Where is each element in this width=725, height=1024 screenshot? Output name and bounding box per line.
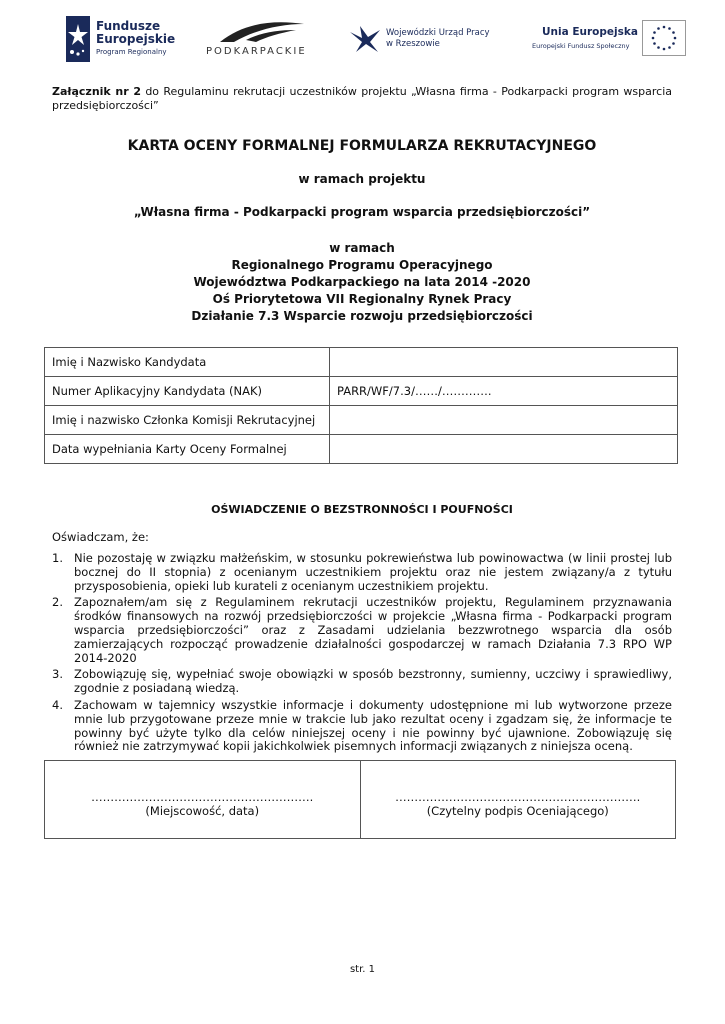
place-date-dots: ………………………………………………….: [91, 790, 314, 804]
list-item: [52, 552, 672, 593]
wup-line2: w Rzeszowie: [386, 39, 440, 49]
annex-number: Załącznik nr 2: [52, 85, 141, 98]
candidate-table: [44, 347, 678, 464]
item-number: 1.: [52, 551, 63, 565]
table-row: [45, 348, 678, 377]
podkarpackie-swoosh-icon: [200, 18, 320, 46]
program-line3: Województwa Podkarpackiego na lata 2014 -2020: [193, 275, 531, 289]
program-line5: Działanie 7.3 Wsparcie rozwoju przedsiębiorczości: [191, 309, 533, 323]
wup-line1: Wojewódzki Urząd Pracy: [386, 28, 490, 38]
ue-line2: Europejski Fundusz Społeczny: [532, 42, 630, 50]
list-item: [52, 699, 672, 754]
fundusze-europejskie-logo: [66, 16, 186, 62]
list-item: [52, 668, 672, 696]
ue-line1: Unia Europejska: [542, 26, 638, 38]
annex-note: [52, 85, 672, 113]
annex-text: do Regulaminu rekrutacji uczestników projektu „Własna firma - Podkarpacki program wsparcia przedsiębiorczości”: [52, 85, 672, 112]
item-number: 2.: [52, 595, 63, 610]
row-label: Imię i nazwisko Członka Komisji Rekrutacyjnej: [45, 406, 330, 435]
place-date-cell[interactable]: [45, 761, 361, 839]
program-line2: Regionalnego Programu Operacyjnego: [231, 258, 493, 272]
table-row: [45, 761, 676, 839]
signature-dots: ……………………………………………………….: [395, 790, 641, 804]
table-row: [45, 406, 678, 435]
item-text: Zachowam w tajemnicy wszystkie informacje i dokumenty udostępnione mi lub wytworzone przeze mnie lub przygotowane przeze mnie w trakcie lub jako rezultat oceny i zgadzam się, że informacje te powinny być użyte tylko dla celów niniejszej oceny i nie powinny być ujawnione. Zobowiązuję się również nie zatrzymywać kopii jakichkolwiek pisemnych informacji związanych z niniejsza oceną.: [74, 697, 672, 754]
project-name: „Własna firma - Podkarpacki program wsparcia przedsiębiorczości”: [133, 205, 591, 219]
within-project: w ramach projektu: [298, 172, 426, 186]
fe-line1: Fundusze: [96, 19, 161, 33]
podkarpackie-logo: [200, 18, 320, 62]
signature-cell[interactable]: [360, 761, 676, 839]
eu-flag-icon: [642, 20, 686, 56]
committee-member-field[interactable]: [330, 406, 678, 435]
item-text: Nie pozostaję w związku małżeńskim, w stosunku pokrewieństwa lub powinowactwa (w linii prostej lub bocznej do II stopnia) z ocenianym uczestnikiem projektu oraz nie jestem związany/a z tytułu przysposobienia, opieki lub kurateli z ocenianym uczestnikiem projektu.: [74, 551, 672, 593]
fe-line3: Program Regionalny: [96, 48, 167, 56]
declaration-intro: Oświadczam, że:: [52, 530, 149, 544]
fe-star-icon: [66, 16, 90, 62]
program-line4: Oś Priorytetowa VII Regionalny Rynek Pracy: [212, 292, 512, 306]
program-line1: w ramach: [329, 241, 395, 255]
table-row: [45, 435, 678, 464]
item-number: 3.: [52, 667, 63, 682]
logo-bar: [60, 14, 686, 66]
row-label: Data wypełniania Karty Oceny Formalnej: [45, 435, 330, 464]
page-number: str. 1: [349, 964, 376, 975]
fe-line2: Europejskie: [96, 32, 176, 46]
declaration-list: [52, 552, 672, 757]
table-row: [45, 377, 678, 406]
signature-table: [44, 760, 676, 839]
declaration-title: OŚWIADCZENIE O BEZSTRONNOŚCI I POUFNOŚCI: [211, 503, 513, 516]
page-title: KARTA OCENY FORMALNEJ FORMULARZA REKRUTACYJNEGO: [127, 138, 597, 154]
signature-label: (Czytelny podpis Oceniającego): [426, 804, 609, 818]
wup-logo: [348, 22, 508, 62]
nak-field[interactable]: PARR/WF/7.3/……/………….: [330, 377, 678, 406]
row-label: Imię i Nazwisko Kandydata: [45, 348, 330, 377]
podkarpackie-text: PODKARPACKIE: [206, 46, 307, 57]
candidate-name-field[interactable]: [330, 348, 678, 377]
row-label: Numer Aplikacyjny Kandydata (NAK): [45, 377, 330, 406]
program-block: [52, 240, 672, 325]
unia-europejska-logo: [530, 20, 686, 60]
fill-date-field[interactable]: [330, 435, 678, 464]
wup-bird-icon: [348, 22, 384, 56]
item-text: Zobowiązuję się, wypełniać swoje obowiązki w sposób bezstronny, sumienny, uczciwy i sprawiedliwy, zgodnie z posiadaną wiedzą.: [74, 667, 672, 696]
item-text: Zapoznałem/am się z Regulaminem rekrutacji uczestników projektu, Regulaminem przyznawania środków finansowych na rozwój przedsiębiorczości w projekcie „Własna firma - Podkarpacki program wsparcia przedsiębiorczości” oraz z Zasadami udzielania bezzwrotnego wsparcia dla osób zamierzających rozpocząć prowadzenie działalności gospodarczej w ramach Działania 7.3 RPO WP 2014-2020: [74, 595, 672, 665]
place-date-label: (Miejscowość, data): [145, 804, 260, 818]
item-number: 4.: [52, 697, 63, 712]
list-item: [52, 596, 672, 665]
